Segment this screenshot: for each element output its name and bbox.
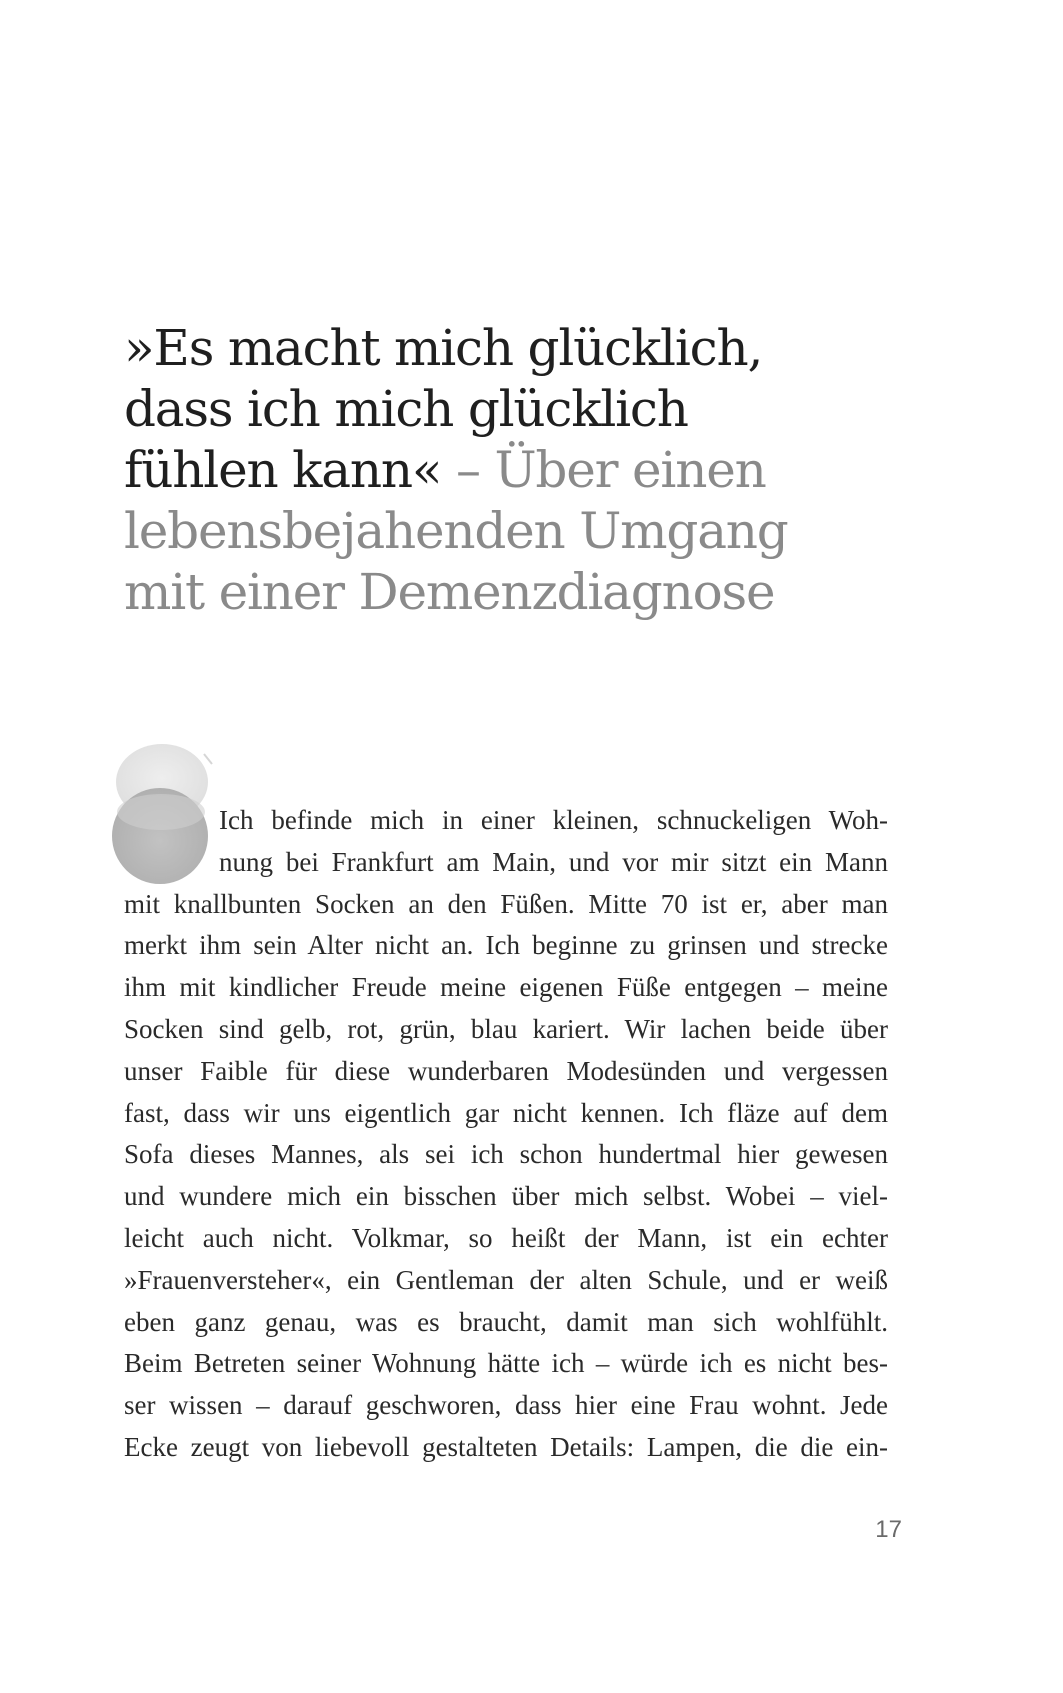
- body-line: und wundere mich ein bisschen über mich selbst. Wobei – viel-: [124, 1181, 888, 1212]
- body-line: mit knallbunten Socken an den Füßen. Mitte 70 ist er, aber man: [124, 888, 888, 919]
- body-line: Sofa dieses Mannes, als sei ich schon hundertmal hier gewesen: [124, 1139, 888, 1170]
- body-line: Beim Betreten seiner Wohnung hätte ich – würde ich es nicht bes-: [124, 1348, 888, 1379]
- body-line: ihm mit kindlicher Freude meine eigenen Füße entgegen – meine: [124, 972, 888, 1003]
- body-line: »Frauenversteher«, ein Gentleman der alten Schule, und er weiß: [124, 1264, 888, 1295]
- chapter-title: [124, 318, 844, 623]
- body-line: nung bei Frankfurt am Main, und vor mir sitzt ein Mann: [219, 846, 888, 877]
- chapter-subtitle: Über einen lebensbejahenden Umgang mit einer Demenzdiagnose: [124, 441, 788, 621]
- body-line: Ich befinde mich in einer kleinen, schnuckeligen Woh-: [219, 805, 888, 835]
- body-line: leicht auch nicht. Volkmar, so heißt der Mann, ist ein echter: [124, 1222, 888, 1253]
- body-paragraph: [124, 800, 888, 1469]
- body-line: ser wissen – darauf geschworen, dass hier eine Frau wohnt. Jede: [124, 1390, 888, 1421]
- body-line: eben ganz genau, was es braucht, damit man sich wohlfühlt.: [124, 1306, 888, 1337]
- body-line: unser Faible für diese wunderbaren Modesünden und vergessen: [124, 1055, 888, 1086]
- body-line: Socken sind gelb, rot, grün, blau kariert. Wir lachen beide über: [124, 1013, 888, 1044]
- chapter-title-quote: »Es macht mich glücklich, dass ich mich glücklich fühlen kann«: [124, 319, 763, 499]
- body-line: fast, dass wir uns eigentlich gar nicht kennen. Ich fläze auf dem: [124, 1097, 888, 1128]
- page-number: 17: [875, 1516, 902, 1543]
- chapter-title-dash: –: [441, 441, 495, 499]
- body-line: Ecke zeugt von liebevoll gestalteten Details: Lampen, die die ein-: [124, 1431, 888, 1462]
- body-line: merkt ihm sein Alter nicht an. Ich beginne zu grinsen und strecke: [124, 930, 888, 961]
